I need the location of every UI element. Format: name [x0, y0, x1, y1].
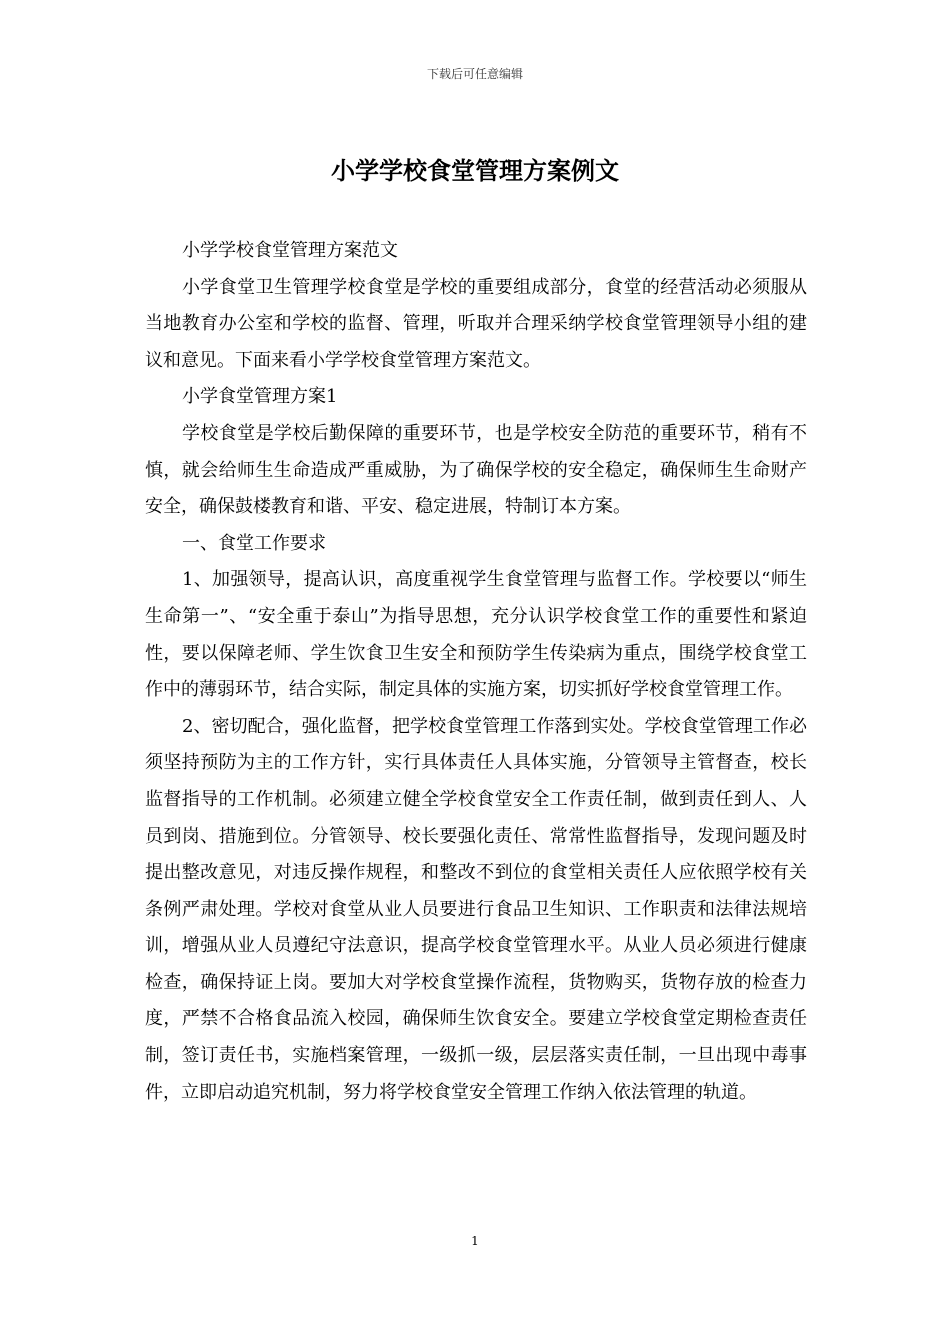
- paragraph-requirement-1: 1、加强领导，提高认识，高度重视学生食堂管理与监督工作。学校要以“师生生命第一”、“安全重于泰山”为指导思想，充分认识学校食堂工作的重要性和紧迫性，要以保障老师、学生饮食卫生安全和预防学生传染病为重点，围绕学校食堂工作中的薄弱环节，结合实际，制定具体的实施方案，切实抓好学校食堂管理工作。: [145, 569, 807, 701]
- document-body: [145, 233, 807, 1111]
- paragraph-plan-heading: 小学食堂管理方案1: [182, 386, 338, 408]
- paragraph-intro: 小学食堂卫生管理学校食堂是学校的重要组成部分，食堂的经营活动必须服从当地教育办公室和学校的监督、管理，听取并合理采纳学校食堂管理领导小组的建议和意见。下面来看小学学校食堂管理方案范文。: [145, 276, 807, 371]
- document-title: 小学学校食堂管理方案例文: [331, 156, 619, 185]
- header-note: 下载后可任意编辑: [426, 67, 523, 81]
- section-heading-requirements: 一、食堂工作要求: [182, 532, 326, 554]
- paragraph-plan-purpose: 学校食堂是学校后勤保障的重要环节，也是学校安全防范的重要环节，稍有不慎，就会给师生生命造成严重威胁，为了确保学校的安全稳定，确保师生生命财产安全，确保鼓楼教育和谐、平安、稳定进展，特制订本方案。: [145, 422, 807, 518]
- paragraph-requirement-2: 2、密切配合，强化监督，把学校食堂管理工作落到实处。学校食堂管理工作必须坚持预防为主的工作方针，实行具体责任人具体实施，分管领导主管督查，校长监督指导的工作机制。必须建立健全学校食堂安全工作责任制，做到责任到人、人员到岗、措施到位。分管领导、校长要强化责任、常常性监督指导，发现问题及时提出整改意见，对违反操作规程，和整改不到位的食堂相关责任人应依照学校有关条例严肃处理。学校对食堂从业人员要进行食品卫生知识、工作职责和法律法规培训，增强从业人员遵纪守法意识，提高学校食堂管理水平。从业人员必须进行健康检查，确保持证上岗。要加大对学校食堂操作流程，货物购买，货物存放的检查力度，严禁不合格食品流入校园，确保师生饮食安全。要建立学校食堂定期检查责任制，签订责任书，实施档案管理，一级抓一级，层层落实责任制，一旦出现中毒事件，立即启动追究机制，努力将学校食堂安全管理工作纳入依法管理的轨道。: [145, 715, 807, 1103]
- paragraph-subtitle: 小学学校食堂管理方案范文: [182, 240, 398, 261]
- page-number: 1: [471, 1234, 479, 1248]
